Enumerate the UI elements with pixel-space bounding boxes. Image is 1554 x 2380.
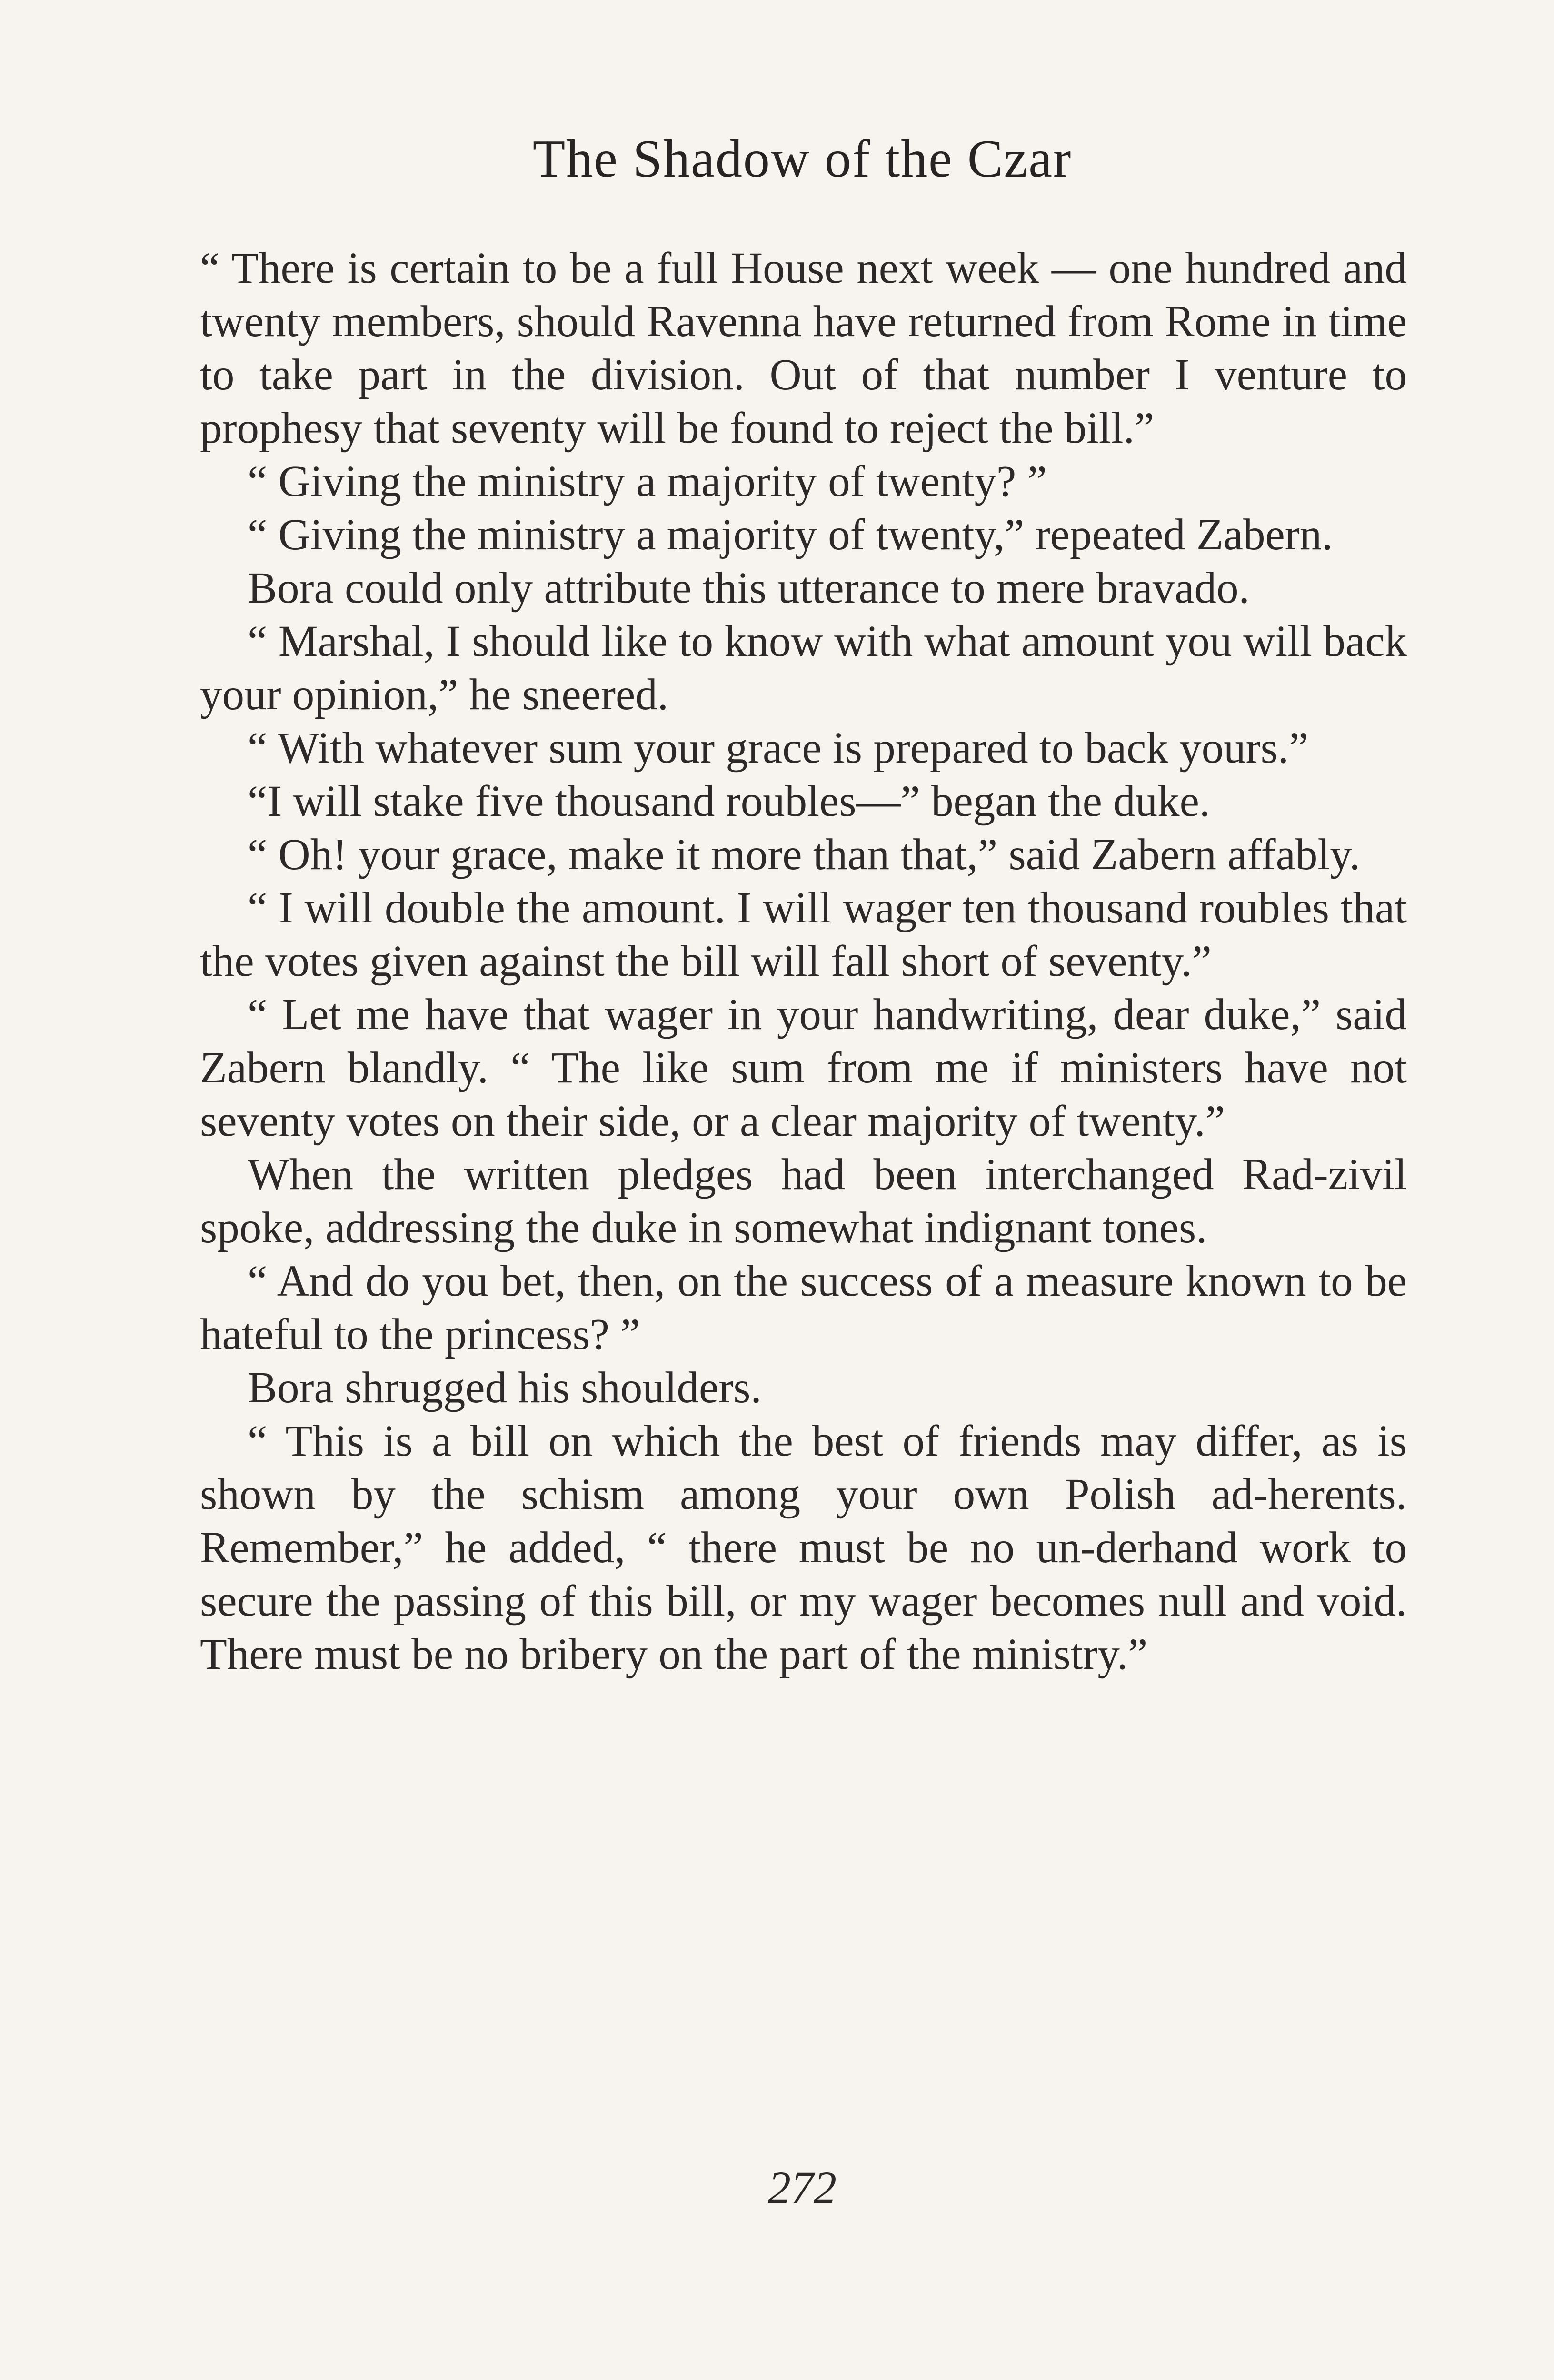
paragraph: “ Let me have that wager in your handwriting, dear duke,” said Zabern blandly. “ The like sum from me if ministers have not seventy votes on their side, or a clear majority of twenty.” xyxy=(200,990,1407,1146)
paragraph: When the written pledges had been interchanged Rad-zivil spoke, addressing the duke in somewhat indignant tones. xyxy=(200,1150,1407,1252)
paragraph: “ Giving the ministry a majority of twenty,” repeated Zabern. xyxy=(248,510,1333,559)
paragraph: “ And do you bet, then, on the success of a measure known to be hateful to the princess? ” xyxy=(200,1257,1407,1359)
paragraph: Bora shrugged his shoulders. xyxy=(248,1363,762,1412)
paragraph: “ With whatever sum your grace is prepared to back yours.” xyxy=(248,724,1309,773)
running-head: The Shadow of the Czar xyxy=(532,129,1072,188)
paragraph: “ Giving the ministry a majority of twenty? ” xyxy=(248,457,1047,506)
paragraph: “ This is a bill on which the best of friends may differ, as is shown by the schism among your own Polish ad-herents. Remember,” he added, “ there must be no un-derhand work to secure the passing of this bill, or my wager becomes null and void. There must be no bribery on the part of the ministry.” xyxy=(200,1417,1407,1679)
paragraph: “ There is certain to be a full House next week — one hundred and twenty members, should Ravenna have returned from Rome in time to take part in the division. Out of that number I venture to prophesy that seventy will be found to reject the bill.” xyxy=(200,244,1407,453)
paragraph: “ I will double the amount. I will wager ten thousand roubles that the votes given against the bill will fall short of seventy.” xyxy=(200,883,1407,986)
page-number: 272 xyxy=(768,2162,837,2213)
paragraph: “ Oh! your grace, make it more than that,” said Zabern affably. xyxy=(248,830,1360,879)
paragraph: “ Marshal, I should like to know with what amount you will back your opinion,” he sneered. xyxy=(200,617,1407,719)
paragraph: “I will stake five thousand roubles—” began the duke. xyxy=(248,777,1211,826)
paragraph: Bora could only attribute this utterance to mere bravado. xyxy=(248,564,1250,613)
body-text xyxy=(200,242,1407,1681)
